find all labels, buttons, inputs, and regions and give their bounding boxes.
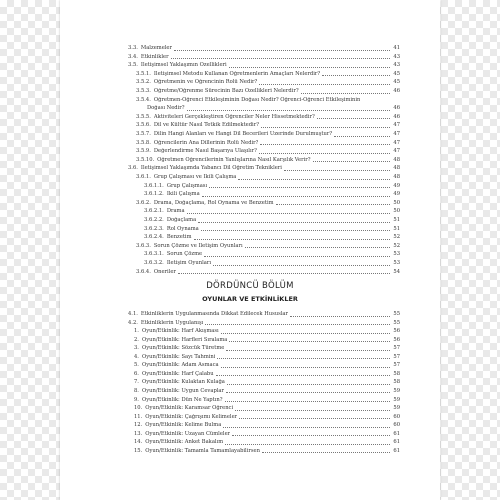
toc-entry-number: 3.5.1. <box>136 70 151 77</box>
toc-entry <box>144 226 400 233</box>
toc-entry-title: İletişimsel Metodu Kullanan Öğretmenlerin Amaçları Nelerdir? <box>153 70 321 77</box>
toc-entry-page: 46 <box>393 105 400 112</box>
toc-entry-number: 3.6.1. <box>136 174 151 180</box>
toc-entry-title: Aktiviteleri Gerçekleştiren Öğrenciler Neler Hissetmektedir? <box>153 113 315 120</box>
toc-entry <box>136 114 400 121</box>
toc-entry-number: 3.5.9. <box>136 148 151 155</box>
toc-entry-title: Oyun/Etkinlik: Adam Asmaca <box>141 362 219 369</box>
toc-entry <box>144 217 400 224</box>
toc-entry <box>136 79 400 86</box>
toc-dot-leader <box>284 170 390 171</box>
toc-dot-leader <box>313 161 390 162</box>
toc-dot-leader <box>239 418 390 419</box>
toc-entry-number: 3.3. <box>128 45 138 51</box>
toc-entry-number: 14. <box>134 439 143 446</box>
toc-entry-number: 7. <box>134 379 139 386</box>
toc-entry <box>128 311 400 318</box>
toc-entry-title: Etkinlikler <box>140 53 169 60</box>
toc-entry-number: 15. <box>134 447 143 454</box>
toc-entry-title: Öneriler <box>153 268 176 275</box>
toc-entry <box>144 191 400 198</box>
toc-entry-page: 41 <box>393 45 400 51</box>
toc-entry-number: 12. <box>134 422 143 429</box>
toc-entry-title: Doğaçlama <box>166 217 197 223</box>
toc-entry-title: Öğretmen Öğrencilerinin Yanlışlarına Nasıl Karşılık Verir? <box>157 156 311 163</box>
toc-entry-number: 3.5.5. <box>136 113 151 120</box>
toc-entry-title: Oyun/Etkinlik: Çağrışımı Kelimeler <box>145 413 238 420</box>
toc-entry-page: 43 <box>393 53 400 60</box>
toc-entry-title: Dil ve Kültür Nasıl Tetkik Edilmektedir? <box>153 122 259 129</box>
toc-entry-page: 47 <box>393 122 400 129</box>
toc-entry-title: Etkinliklerin Uygulanışı <box>140 319 204 326</box>
toc-entry-page: 55 <box>393 319 400 326</box>
toc-entry-page: 60 <box>393 422 400 429</box>
toc-entry <box>134 397 400 404</box>
toc-dot-leader <box>227 384 390 385</box>
toc-entry-number: 3.6.2.3. <box>144 225 164 232</box>
toc-entry-number: 4. <box>134 353 139 360</box>
toc-entry-number: 11. <box>134 413 143 420</box>
toc-entry-number: 3.5. <box>128 62 138 69</box>
toc-dot-leader <box>229 67 390 68</box>
toc-entry-page: 45 <box>393 70 400 77</box>
toc-entry-title: Grup Çalışması <box>166 182 208 189</box>
toc-entry-number: 3.4. <box>128 53 138 60</box>
toc-entry <box>144 260 400 267</box>
toc-dot-leader <box>276 204 390 205</box>
toc-entry-title: Drama, Doğaçlama, Rol Oynama ve Benzetim <box>153 199 274 206</box>
document-page <box>60 0 440 500</box>
toc-entry-title: Oyun/Etkinlik: Sözcük Türetme <box>141 345 225 352</box>
toc-dot-leader <box>235 410 390 411</box>
toc-entry-page: 59 <box>393 396 400 403</box>
toc-entry <box>128 62 400 69</box>
toc-entry-page: 48 <box>393 174 400 180</box>
toc-dot-leader <box>232 435 390 436</box>
toc-entry-page: 53 <box>393 260 400 266</box>
toc-entry-page: 60 <box>393 413 400 420</box>
toc-entry <box>144 234 400 241</box>
toc-entry <box>144 251 400 258</box>
toc-entry-number: 3. <box>134 345 139 352</box>
toc-entry <box>136 148 400 155</box>
toc-dot-leader <box>174 50 390 51</box>
toc-entry-title: Oyun/Etkinlik: Sayı Tahmini <box>141 353 216 360</box>
toc-dot-leader <box>262 452 390 453</box>
toc-entry-page: 49 <box>393 182 400 189</box>
toc-entry-title: İletişimsel Yaklaşımın Özellikleri <box>140 62 227 69</box>
toc-entry-page: 51 <box>393 225 400 232</box>
toc-entry <box>136 97 400 104</box>
toc-entry-title: İletişimsel Yaklaşımda Yabancı Dil Öğretim Teknikleri <box>140 165 282 172</box>
toc-entry-number: 3.6.2. <box>136 199 151 206</box>
toc-entry <box>136 140 400 147</box>
toc-entry-title: Oyun/Etkinlik: Dün Ne Yaptın? <box>141 396 223 403</box>
toc-entry-page: 55 <box>393 311 400 317</box>
toc-entry-title: Benzetim <box>166 234 192 241</box>
toc-entry-title: Oyun/Etkinlik: Kulaktan Kulağa <box>141 379 225 386</box>
toc-dot-leader <box>260 144 390 145</box>
toc-entry-number: 4.2. <box>128 319 138 326</box>
toc-dot-leader <box>261 127 390 128</box>
toc-entry <box>128 45 400 52</box>
toc-entry <box>134 354 400 361</box>
toc-entry-title: Oyun/Etkinlik: Tamamla Tamamlayabilirsen <box>145 447 260 454</box>
toc-dot-leader <box>198 222 390 223</box>
toc-entry-title: Oyun/Etkinlik: Kelime Bulma <box>145 422 222 429</box>
toc-entry-title: Oyun/Etkinlik: Uzayan Cümleler <box>145 430 231 437</box>
toc-entry-page: 57 <box>393 345 400 352</box>
toc-entry-page: 48 <box>393 156 400 163</box>
toc-entry <box>134 362 400 369</box>
toc-dot-leader <box>202 196 390 197</box>
toc-entry-page: 56 <box>393 328 400 335</box>
toc-entry-page: 49 <box>393 191 400 198</box>
toc-entry-number: 3.5.2. <box>136 79 151 86</box>
toc-entry-title: Oyun/Etkinlik: Karamsar Öğrenci <box>145 405 234 412</box>
toc-dot-leader <box>221 367 390 368</box>
toc-entry-page: 54 <box>393 268 400 275</box>
toc-entry <box>136 243 400 250</box>
toc-entry <box>136 200 400 207</box>
toc-entry-number: 3.6.3. <box>136 242 151 249</box>
toc-entry-title: Sorun Çözme <box>166 251 203 258</box>
toc-entry-page: 45 <box>393 79 400 86</box>
toc-entry-number: 3.5.3. <box>136 88 151 94</box>
toc-entry <box>134 345 400 352</box>
toc-entry-title: İkili Çalışma <box>166 191 200 198</box>
toc-entry <box>134 388 400 395</box>
toc-entry <box>128 320 400 327</box>
toc-dot-leader <box>225 401 391 402</box>
toc-dot-leader <box>216 375 390 376</box>
toc-entry-number: 3.6.2.4. <box>144 234 164 241</box>
toc-entry-title: Drama <box>166 208 185 215</box>
toc-entry-title: Öğretmen-Öğrenci Etkileşiminin Doğası Nedir? Öğrenci-Öğrenci Etkileşiminin <box>153 96 361 103</box>
toc-entry <box>134 414 400 421</box>
toc-entry-page: 53 <box>393 251 400 258</box>
toc-entry-title: Oyun/Etkinlik: Harf Çalabu <box>141 370 214 377</box>
toc-entry-title: Doğası Nedir? <box>147 105 185 112</box>
toc-dot-leader <box>201 230 390 231</box>
toc-dot-leader <box>205 324 390 325</box>
toc-entry <box>136 269 400 276</box>
toc-entry-page: 47 <box>393 139 400 146</box>
toc-entry-title: Oyun/Etkinlik: Harfleri Sıralama <box>141 336 228 343</box>
toc-entry <box>134 405 400 412</box>
toc-entry-title: Oyun/Etkinlik: Uygun Cevaplar <box>141 387 225 394</box>
toc-entry-number: 3.5.10. <box>136 156 155 163</box>
toc-dot-leader <box>213 265 390 266</box>
toc-entry-title: Öğretmenin ve Öğrencinin Rolü Nedir? <box>153 79 258 86</box>
toc-entry-title: Grup Çalışması ve İkili Çalışma <box>153 174 237 180</box>
toc-entry-number: 1. <box>134 328 139 335</box>
toc-entry-number: 9. <box>134 396 139 403</box>
toc-entry-title: Dilin Hangi Alanları ve Hangi Dil Becerileri Üzerinde Durulmuştur? <box>153 131 333 137</box>
toc-entry-title: Öğrencilerin Ana Dillerinin Rolü Nedir? <box>153 139 259 146</box>
toc-entry-number: 6. <box>134 370 139 377</box>
toc-entry-page: 57 <box>393 362 400 369</box>
toc-entry <box>134 371 400 378</box>
toc-entry-title: İletişim Oyunları <box>166 260 211 266</box>
toc-entry-number: 3.6.1.2. <box>144 191 164 198</box>
toc-entry-title: Öğretme/Öğrenme Sürecinin Bazı Özellikleri Nelerdir? <box>153 88 299 94</box>
toc-entry-number: 3.6.1.1. <box>144 182 164 189</box>
toc-dot-leader <box>226 392 390 393</box>
toc-entry-number: 8. <box>134 387 139 394</box>
toc-dot-leader <box>209 187 390 188</box>
toc-entry-number: 3.5.8. <box>136 139 151 146</box>
toc-dot-leader <box>245 247 390 248</box>
toc-entry-page: 52 <box>393 242 400 249</box>
toc-entry-page: 47 <box>393 131 400 137</box>
toc-entry-number: 5. <box>134 362 139 369</box>
toc-entry-number: 2. <box>134 336 139 343</box>
chapter-title: DÖRDÜNCÜ BÖLÜM <box>206 281 294 291</box>
toc-entry-title: Sorun Çözme ve İletişim Oyunları <box>153 242 243 249</box>
toc-entry <box>134 379 400 386</box>
toc-dot-leader <box>226 350 390 351</box>
toc-entry-page: 61 <box>393 447 400 454</box>
toc-entry-number: 3.6. <box>128 165 138 172</box>
toc-entry <box>134 422 400 429</box>
toc-entry-page: 56 <box>393 336 400 343</box>
toc-entry-title: Etkinliklerin Uygulanmasında Dikkat Edilecek Hususlar <box>140 311 288 317</box>
toc-entry <box>144 183 400 190</box>
toc-entry-page: 50 <box>393 199 400 206</box>
toc-entry <box>144 208 400 215</box>
toc-dot-leader <box>178 273 390 274</box>
section-title: OYUNLAR VE ETKİNLİKLER <box>202 295 298 303</box>
toc-entry <box>134 431 400 438</box>
toc-entry <box>144 105 400 112</box>
toc-entry <box>128 54 400 61</box>
toc-entry-number: 3.6.4. <box>136 268 151 275</box>
toc-entry <box>136 174 400 181</box>
toc-dot-leader <box>229 341 390 342</box>
toc-entry <box>134 439 400 446</box>
toc-entry-number: 10. <box>134 405 143 412</box>
toc-entry-number: 13. <box>134 430 143 437</box>
toc-dot-leader <box>187 110 390 111</box>
toc-dot-leader <box>317 118 390 119</box>
toc-dot-leader <box>334 136 390 137</box>
toc-entry <box>128 165 400 172</box>
toc-entry <box>136 88 400 95</box>
toc-entry-page: 51 <box>393 217 400 223</box>
toc-entry-page: 50 <box>393 208 400 215</box>
toc-entry-number: 3.5.6. <box>136 122 151 129</box>
toc-entry-page: 52 <box>393 234 400 241</box>
toc-dot-leader <box>223 427 390 428</box>
toc-entry-page: 47 <box>393 148 400 155</box>
toc-entry-page: 48 <box>393 165 400 172</box>
toc-entry-page: 59 <box>393 405 400 412</box>
toc-entry-title: Oyun/Etkinlik: Harf Akışması <box>141 328 219 335</box>
toc-entry-number: 4.1. <box>128 311 138 317</box>
toc-entry-page: 46 <box>393 113 400 120</box>
toc-dot-leader <box>259 153 390 154</box>
toc-entry-page: 61 <box>393 439 400 446</box>
toc-entry <box>136 71 400 78</box>
toc-dot-leader <box>225 444 390 445</box>
toc-dot-leader <box>259 84 390 85</box>
toc-entry-title: Malzemeler <box>140 45 172 51</box>
toc-entry-page: 43 <box>393 62 400 69</box>
toc-entry-number: 3.6.2.2. <box>144 217 164 223</box>
toc-entry-title: Değerlendirme Nasıl Başarıya Ulaşılır? <box>153 148 257 155</box>
toc-entry <box>134 328 400 335</box>
toc-entry <box>136 157 400 164</box>
toc-entry-number: 3.6.3.2. <box>144 260 164 266</box>
toc-entry-number: 3.5.4. <box>136 96 151 103</box>
toc-entry-page: 59 <box>393 387 400 394</box>
toc-entry <box>134 337 400 344</box>
toc-entry-title: Rol Oynama <box>166 225 199 232</box>
toc-entry <box>136 122 400 129</box>
toc-entry-page: 57 <box>393 353 400 360</box>
toc-entry-number: 3.5.7. <box>136 131 151 137</box>
toc-dot-leader <box>204 256 390 257</box>
toc-dot-leader <box>187 213 390 214</box>
toc-entry-number: 3.6.3.1. <box>144 251 164 258</box>
toc-dot-leader <box>217 358 390 359</box>
toc-dot-leader <box>322 75 390 76</box>
toc-entry-page: 58 <box>393 379 400 386</box>
toc-dot-leader <box>238 179 390 180</box>
toc-entry <box>136 131 400 138</box>
toc-entry-number: 3.6.2.1. <box>144 208 164 215</box>
toc-dot-leader <box>221 333 390 334</box>
toc-entry-page: 46 <box>393 88 400 94</box>
toc-dot-leader <box>171 58 390 59</box>
toc-dot-leader <box>290 316 390 317</box>
toc-entry-title: Oyun/Etkinlik: Anket Bakalım <box>145 439 224 446</box>
toc-dot-leader <box>301 93 390 94</box>
toc-entry <box>134 448 400 455</box>
toc-entry-page: 58 <box>393 370 400 377</box>
toc-dot-leader <box>194 239 390 240</box>
toc-entry-page: 61 <box>393 430 400 437</box>
